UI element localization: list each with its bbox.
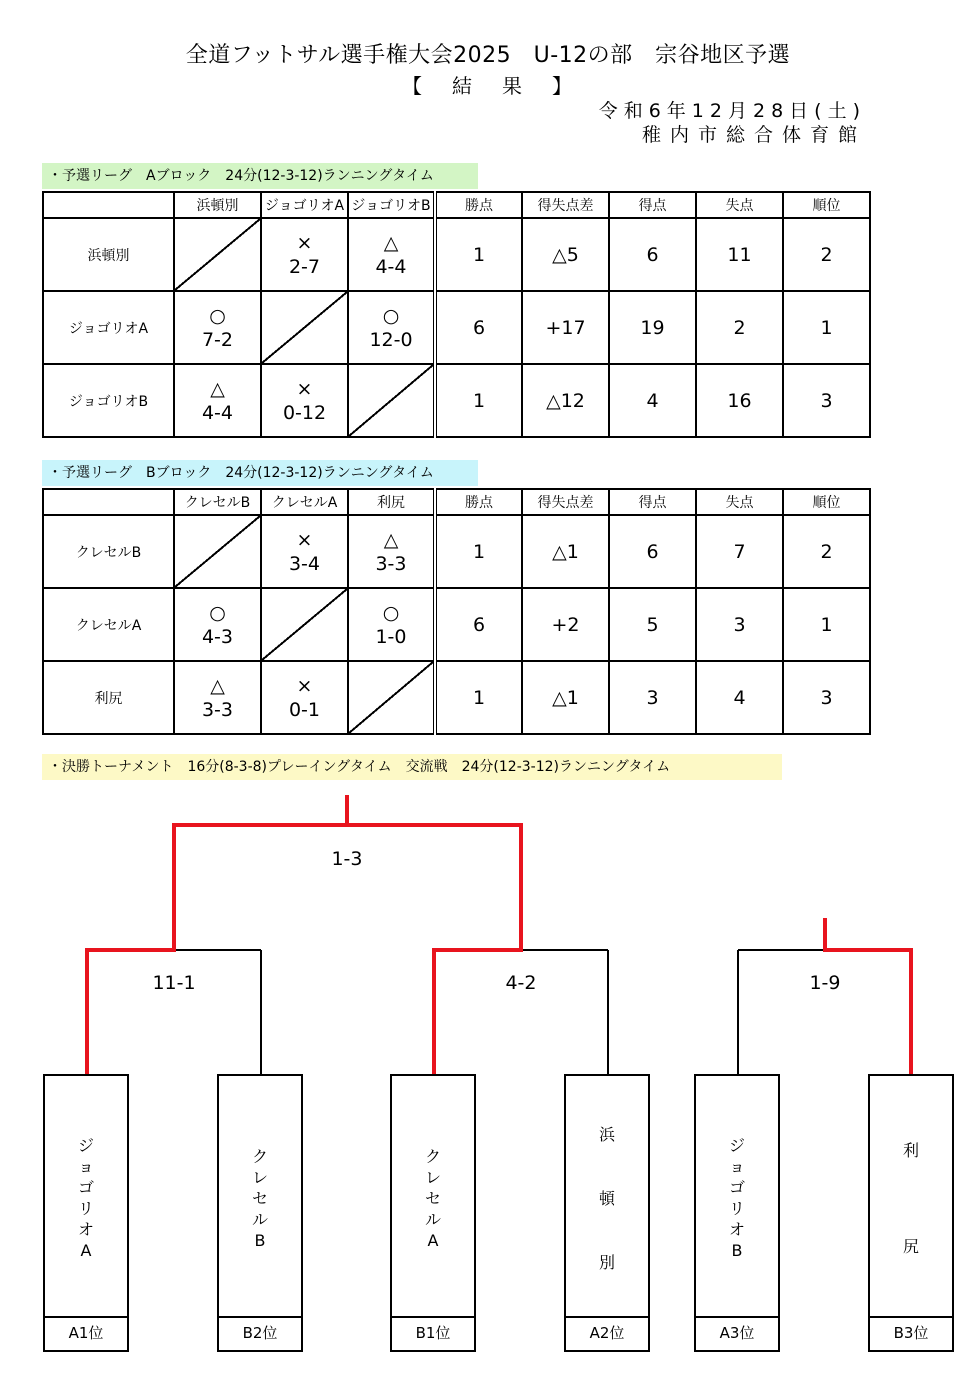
tournament-team-name: 利 尻 <box>902 1140 919 1256</box>
goals-against-cell: 2 <box>696 291 783 364</box>
result-score: 4-4 <box>375 255 407 278</box>
column-header: クレセルB <box>174 489 261 515</box>
team-name-cell: ジョゴリオA <box>43 291 174 364</box>
seed-rank-label: A3位 <box>696 1316 778 1350</box>
final-score: 1-3 <box>331 848 363 870</box>
tournament-team-name: ク レ セ ル A <box>424 1146 441 1250</box>
column-header: ジョゴリオB <box>348 192 435 218</box>
result-mark: △ <box>210 674 225 697</box>
event-date: 令和6年12月28日(土) <box>598 100 866 122</box>
result-score: 3-4 <box>288 552 321 575</box>
rank-cell: 3 <box>783 364 870 437</box>
points-cell: 1 <box>435 364 522 437</box>
semi-score-3: 1-9 <box>809 972 841 994</box>
team-box <box>390 1074 476 1352</box>
result-mark: ○ <box>382 304 400 327</box>
seed-rank-label: B3位 <box>870 1316 952 1350</box>
goals-for-cell: 19 <box>609 291 696 364</box>
result-mark: △ <box>210 377 225 400</box>
goal-diff-cell: △5 <box>522 218 609 291</box>
tournament-team-name: 浜 頓 別 <box>598 1124 615 1272</box>
heading-char-2: 果 <box>502 74 524 98</box>
team-box <box>217 1074 303 1352</box>
tournament-caption: ・決勝トーナメント 16分(8-3-8)プレーイングタイム 交流戦 24分(12-3-12)ランニングタイム <box>42 754 782 780</box>
result-mark: ○ <box>209 304 226 327</box>
points-cell: 1 <box>435 661 522 734</box>
block-a-caption: ・予選リーグ Aブロック 24分(12-3-12)ランニングタイム <box>42 163 478 189</box>
column-header: クレセルA <box>261 489 348 515</box>
team-box <box>564 1074 650 1352</box>
semi-score-1: 11-1 <box>152 972 196 994</box>
winner-path-rishiri <box>825 918 911 1075</box>
goals-for-cell: 3 <box>609 661 696 734</box>
seed-rank-label: B2位 <box>219 1316 301 1350</box>
result-score: 4-4 <box>201 401 234 424</box>
rank-cell: 1 <box>783 291 870 364</box>
rank-cell: 1 <box>783 588 870 661</box>
column-header: 勝点 <box>435 192 522 218</box>
team-box <box>694 1074 780 1352</box>
result-mark: ○ <box>382 601 400 624</box>
heading-bracket-close: 】 <box>552 74 574 98</box>
seed-rank-label: A1位 <box>45 1316 127 1350</box>
seed-rank-label: A2位 <box>566 1316 648 1350</box>
column-header: 得点 <box>609 192 696 218</box>
goals-for-cell: 4 <box>609 364 696 437</box>
column-header: 利尻 <box>348 489 435 515</box>
team-box <box>868 1074 954 1352</box>
result-score: 0-12 <box>282 401 327 424</box>
team-name-cell: 浜頓別 <box>43 218 174 291</box>
result-score: 0-1 <box>288 698 321 721</box>
goals-against-cell: 3 <box>696 588 783 661</box>
team-name-cell: ジョゴリオB <box>43 364 174 437</box>
tournament-team-name: ジ ョ ゴ リ オ B <box>728 1136 745 1260</box>
result-score: 12-0 <box>369 328 413 351</box>
seed-rank-label: B1位 <box>392 1316 474 1350</box>
column-header: 得失点差 <box>522 489 609 515</box>
points-cell: 1 <box>435 515 522 588</box>
points-cell: 6 <box>435 291 522 364</box>
column-header: 得点 <box>609 489 696 515</box>
goals-against-cell: 11 <box>696 218 783 291</box>
goals-for-cell: 6 <box>609 515 696 588</box>
tournament-team-name: ク レ セ ル B <box>251 1146 268 1250</box>
result-score: 1-0 <box>375 625 407 648</box>
result-score: 2-7 <box>288 255 321 278</box>
column-header: 得失点差 <box>522 192 609 218</box>
goals-against-cell: 4 <box>696 661 783 734</box>
column-header: 順位 <box>783 192 870 218</box>
heading-bracket-open: 【 <box>402 74 424 98</box>
semi-score-2: 4-2 <box>505 972 537 994</box>
team-name-cell: 利尻 <box>43 661 174 734</box>
result-score: 3-3 <box>375 552 407 575</box>
result-mark: × <box>296 231 313 254</box>
column-header: 失点 <box>696 489 783 515</box>
points-cell: 1 <box>435 218 522 291</box>
goals-for-cell: 6 <box>609 218 696 291</box>
rank-cell: 2 <box>783 515 870 588</box>
goals-against-cell: 16 <box>696 364 783 437</box>
team-box <box>43 1074 129 1352</box>
column-header: 勝点 <box>435 489 522 515</box>
goal-diff-cell: +2 <box>522 588 609 661</box>
block-b-caption: ・予選リーグ Bブロック 24分(12-3-12)ランニングタイム <box>42 460 478 486</box>
page-title: 全道フットサル選手権大会2025 U-12の部 宗谷地区予選 <box>185 43 791 68</box>
result-score: 3-3 <box>201 698 234 721</box>
rank-cell: 2 <box>783 218 870 291</box>
event-venue: 稚内市総合体育館 <box>641 124 866 146</box>
rank-cell: 3 <box>783 661 870 734</box>
heading-char-1: 結 <box>452 74 474 98</box>
column-header: ジョゴリオA <box>261 192 348 218</box>
column-header: 失点 <box>696 192 783 218</box>
column-header: 浜頓別 <box>174 192 261 218</box>
points-cell: 6 <box>435 588 522 661</box>
result-mark: △ <box>383 528 399 551</box>
result-mark: △ <box>383 231 399 254</box>
result-mark: ○ <box>209 601 226 624</box>
goal-diff-cell: +17 <box>522 291 609 364</box>
result-score: 7-2 <box>201 328 234 351</box>
result-mark: × <box>296 528 313 551</box>
goal-diff-cell: △1 <box>522 661 609 734</box>
column-header: 順位 <box>783 489 870 515</box>
goals-for-cell: 5 <box>609 588 696 661</box>
result-mark: × <box>296 674 313 697</box>
tournament-team-name: ジ ョ ゴ リ オ A <box>77 1136 94 1260</box>
goal-diff-cell: △12 <box>522 364 609 437</box>
team-name-cell: クレセルB <box>43 515 174 588</box>
goal-diff-cell: △1 <box>522 515 609 588</box>
winner-path-jogorio-a <box>87 795 347 1075</box>
goals-against-cell: 7 <box>696 515 783 588</box>
result-mark: × <box>296 377 313 400</box>
team-name-cell: クレセルA <box>43 588 174 661</box>
result-score: 4-3 <box>201 625 234 648</box>
